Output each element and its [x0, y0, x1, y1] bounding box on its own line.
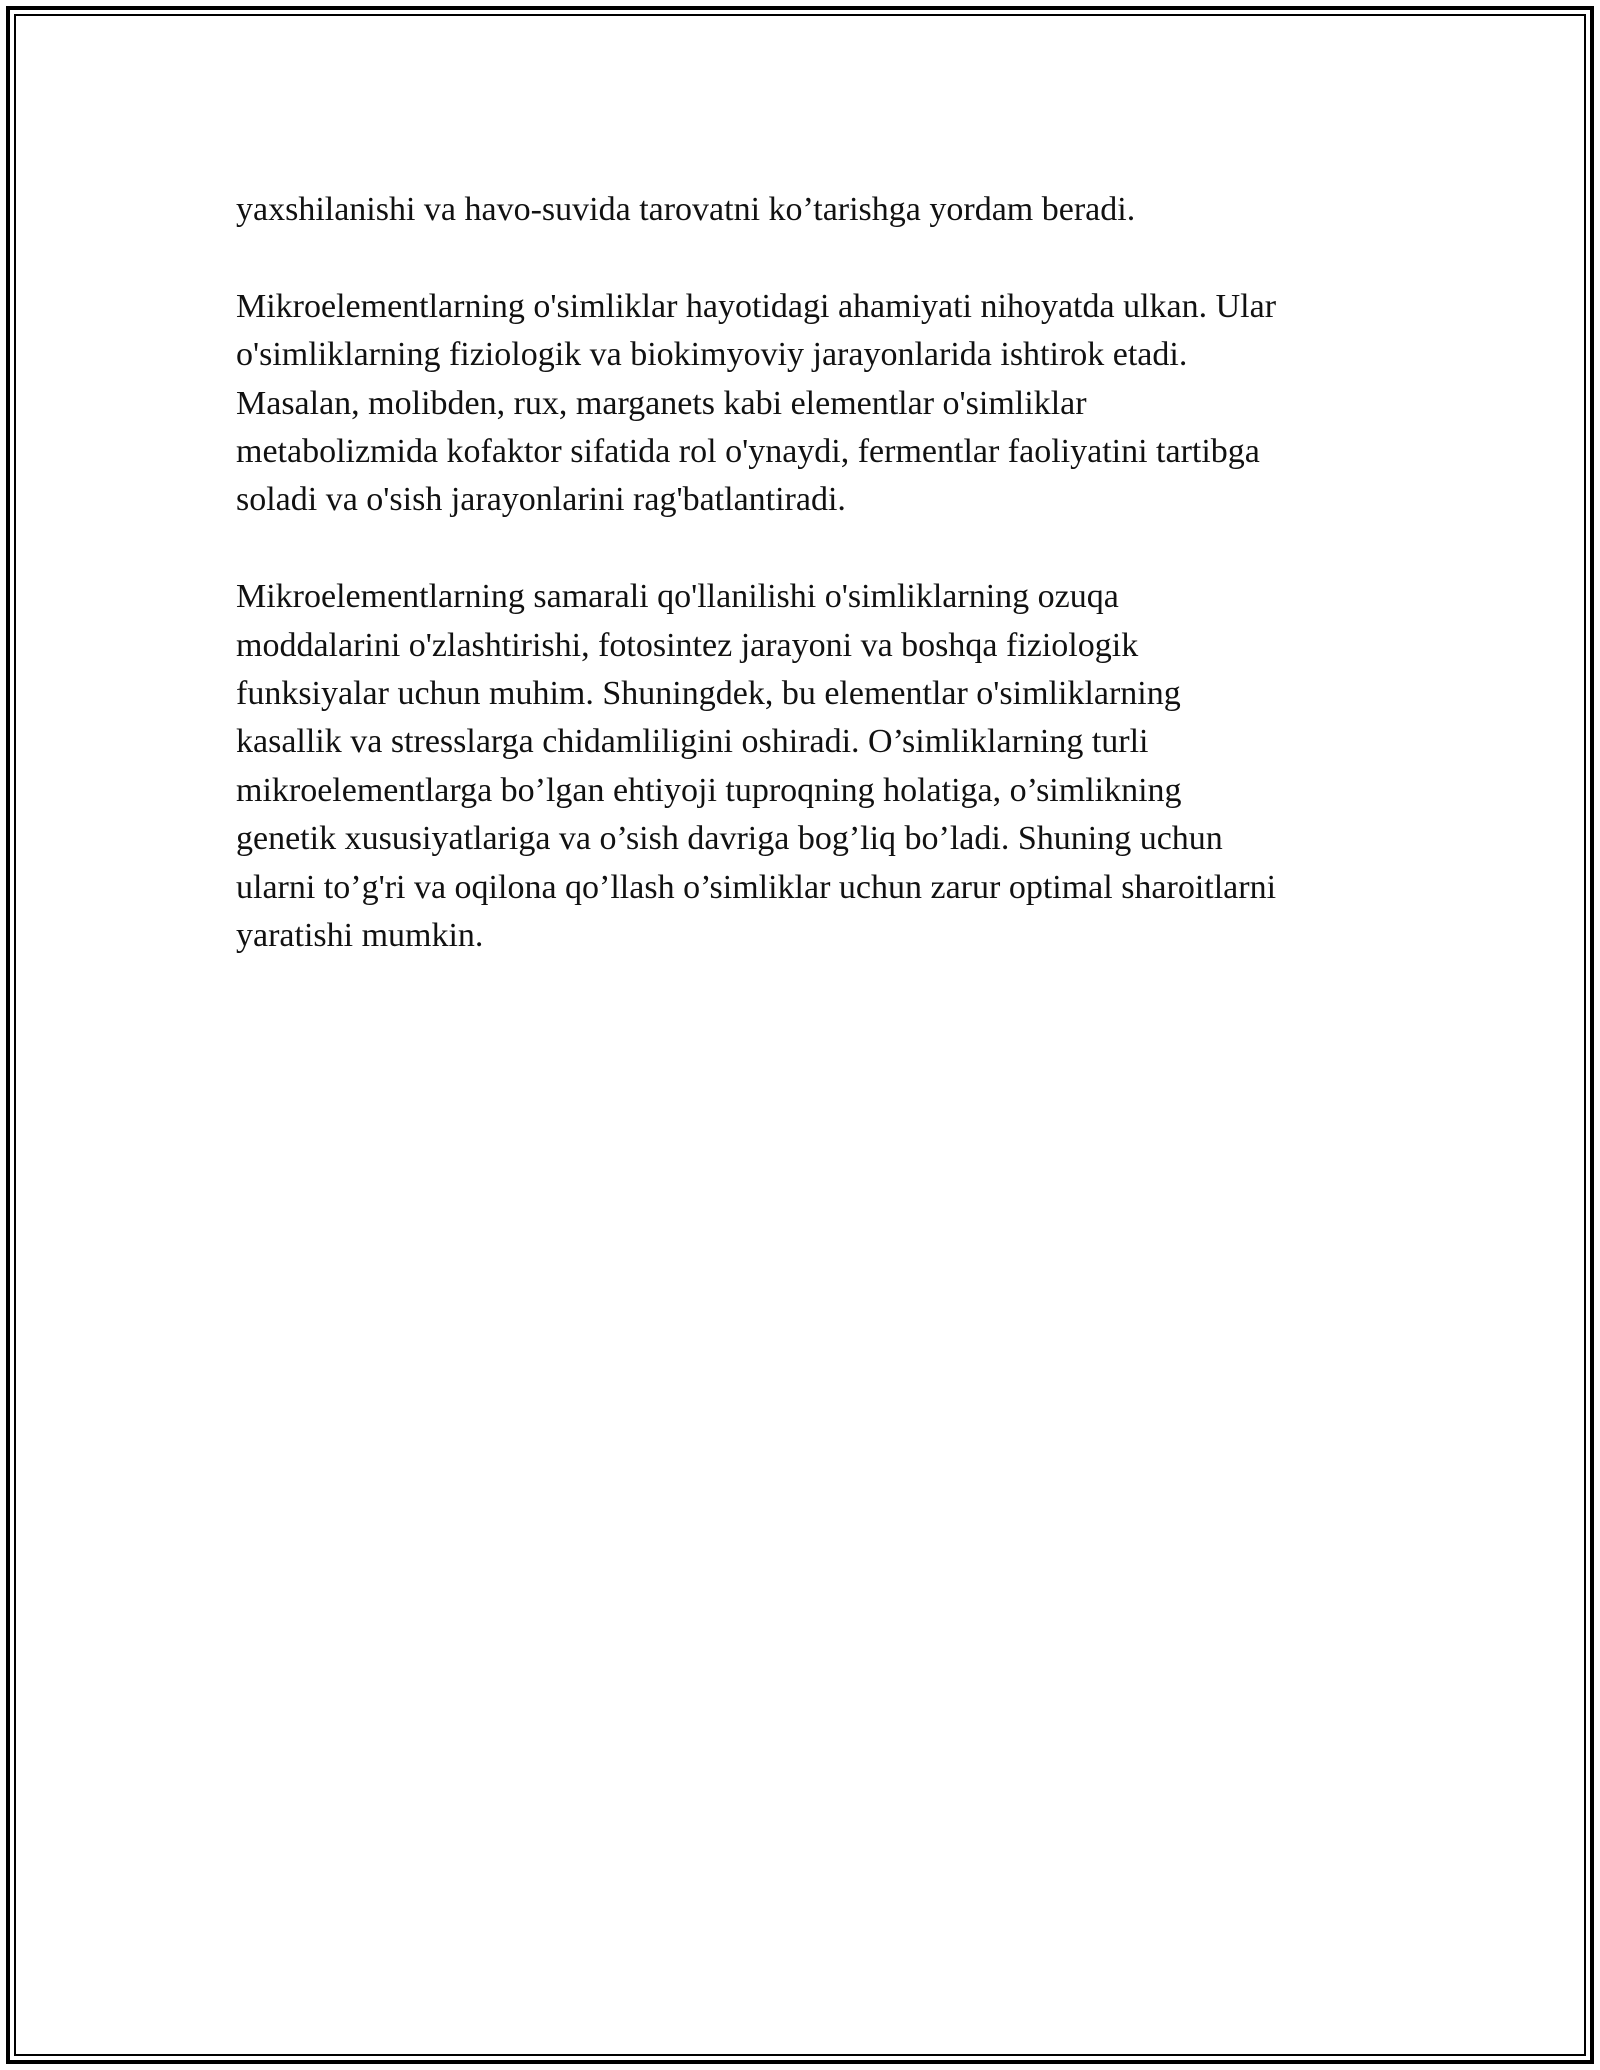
- document-body: [236, 186, 1376, 1009]
- paragraph-line: ularni to’g'ri va oqilona qo’llash o’simliklar uchun zarur optimal sharoitlarni: [236, 868, 1277, 906]
- paragraph-line: Mikroelementlarning samarali qo'llanilishi o'simliklarning ozuqa: [236, 578, 1119, 616]
- paragraph-2: [236, 283, 1376, 525]
- paragraph-line: yaratishi mumkin.: [236, 917, 484, 955]
- paragraph-line: yaxshilanishi va havo-suvida tarovatni ko’tarishga yordam beradi.: [236, 191, 1136, 228]
- paragraph-line: mikroelementlarga bo’lgan ehtiyoji tuproqning holatiga, o’simlikning: [236, 771, 1182, 809]
- paragraph-1: [236, 186, 1376, 234]
- paragraph-line: kasallik va stresslarga chidamliligini oshiradi. O’simliklarning turli: [236, 723, 1149, 761]
- paragraph-line: Mikroelementlarning o'simliklar hayotidagi ahamiyati nihoyatda ulkan. Ular: [236, 287, 1277, 325]
- paragraph-line: soladi va o'sish jarayonlarini rag'batlantiradi.: [236, 481, 846, 519]
- paragraph-line: metabolizmida kofaktor sifatida rol o'ynaydi, fermentlar faoliyatini tartibga: [236, 433, 1260, 471]
- paragraph-line: Masalan, molibden, rux, marganets kabi elementlar o'simliklar: [236, 384, 1087, 422]
- paragraph-3: [236, 573, 1376, 960]
- paragraph-line: genetik xususiyatlariga va o’sish davriga bog’liq bo’ladi. Shuning uchun: [236, 820, 1223, 858]
- paragraph-line: funksiyalar uchun muhim. Shuningdek, bu elementlar o'simliklarning: [236, 675, 1181, 713]
- paragraph-line: moddalarini o'zlashtirishi, fotosintez jarayoni va boshqa fiziologik: [236, 626, 1139, 664]
- paragraph-line: o'simliklarning fiziologik va biokimyoviy jarayonlarida ishtirok etadi.: [236, 336, 1188, 374]
